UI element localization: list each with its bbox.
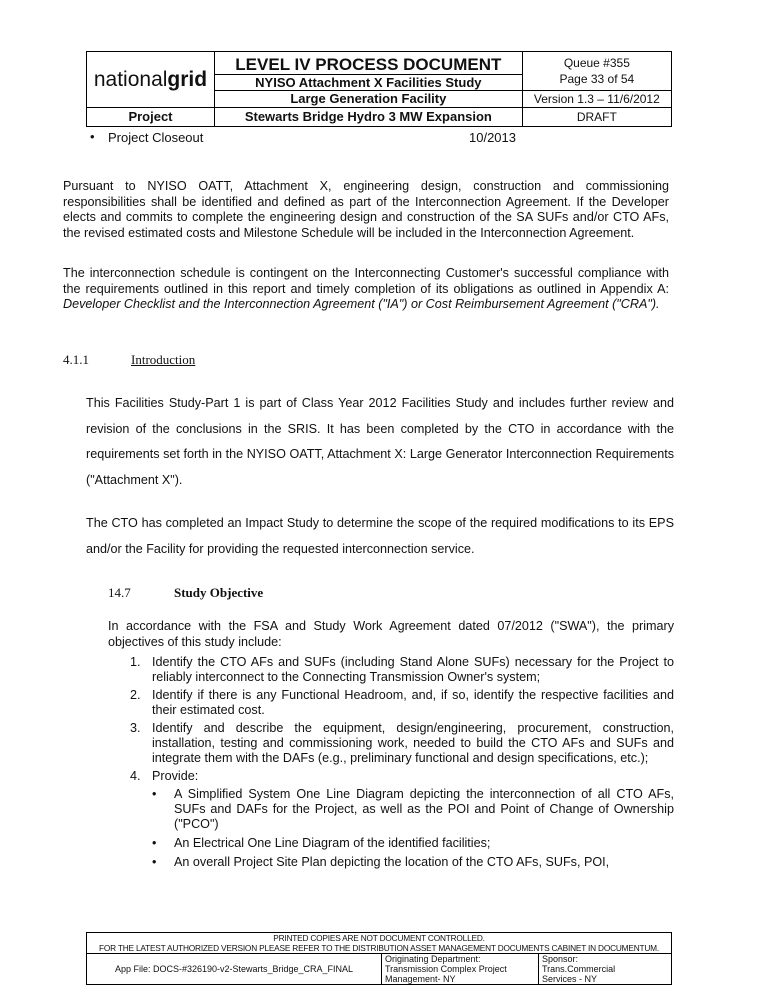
version: Version 1.3 – 11/6/2012: [533, 92, 660, 106]
sub-list-item: • An Electrical One Line Diagram of the identified facilities;: [152, 836, 491, 850]
sub-list-item: • An overall Project Site Plan depicting the location of the CTO AFs, SUFs, POI,: [152, 855, 610, 869]
sponsor-value-2: Services - NY: [542, 974, 598, 984]
doc-title: LEVEL IV PROCESS DOCUMENT: [235, 54, 502, 74]
footer-notice-cell: [87, 933, 672, 954]
document-footer: [86, 932, 672, 985]
version-cell: [522, 91, 671, 108]
latest-version-notice: FOR THE LATEST AUTHORIZED VERSION PLEASE REFER TO THE DISTRIBUTION ASSET MANAGEMENT DOCUMENTS CABINET IN DOCUMENTUM.: [99, 943, 659, 953]
section-title-introduction: Introduction: [131, 352, 196, 367]
section-number-4-1-1: 4.1.1: [63, 352, 89, 367]
app-file: App File: DOCS-#326190-v2-Stewarts_Bridge_CRA_FINAL: [114, 964, 354, 974]
sponsor-label: Sponsor:: [542, 954, 579, 964]
originating-department-cell: [382, 954, 539, 985]
originating-department-value-2: Management- NY: [385, 974, 456, 984]
project-label: Project: [128, 109, 173, 124]
national-grid-logo: nationalgrid: [93, 67, 208, 91]
originating-department-label: Originating Department:: [385, 954, 481, 964]
app-file-cell: [87, 954, 382, 985]
facility-type: Large Generation Facility: [290, 91, 447, 106]
originating-department-value: Transmission Complex Project: [385, 964, 507, 974]
introduction-paragraph-1: This Facilities Study-Part 1 is part of Class Year 2012 Facilities Study and includes further review and revision of the conclusions in the SRIS. It has been completed by the CTO in accordance with the requirements set forth in the NYISO OATT, Attachment X: Large Generator Interconnection Requirements ("Attachment X").: [86, 396, 674, 487]
sponsor-value: Trans.Commercial: [542, 964, 616, 974]
status-cell: [522, 108, 671, 127]
study-objective-intro: In accordance with the FSA and Study Work Agreement dated 07/2012 ("SWA"), the primary objectives of this study include:: [108, 619, 674, 649]
facility-cell: [214, 91, 522, 108]
section-title-study-objective: Study Objective: [174, 585, 264, 600]
closeout-label: Project Closeout: [108, 130, 204, 145]
project-name: Stewarts Bridge Hydro 3 MW Expansion: [244, 109, 492, 124]
list-item: 1. Identify the CTO AFs and SUFs (including Stand Alone SUFs) necessary for the Project to reliably interconnect to the Connecting Transmission Owner's system;: [130, 655, 674, 684]
list-item: 3. Identify and describe the equipment, design/engineering, procurement, construction, installation, testing and commissioning work, needed to build the CTO AFs and SUFs and integrate them with the DAFs (e.g., preliminary functional and design specifications, etc.);: [130, 721, 674, 765]
status-badge: DRAFT: [576, 110, 617, 124]
doc-subtitle-cell: [214, 75, 522, 91]
project-name-cell: [214, 108, 522, 127]
list-item: 2. Identify if there is any Functional Headroom, and, if so, identify the respective facilities and their estimated cost.: [130, 688, 674, 717]
doc-subtitle: NYISO Attachment X Facilities Study: [255, 75, 482, 90]
page-number: Page 33 of 54: [559, 72, 635, 86]
logo-cell: [87, 52, 215, 108]
list-item: 4. Provide:: [130, 769, 199, 783]
section-number-14-7: 14.7: [108, 585, 131, 600]
paragraph-attachment-x: Pursuant to NYISO OATT, Attachment X, engineering design, construction and commissioning responsibilities shall be identified and defined as part of the Interconnection Agreement. If the Developer elects and commits to complete the engineering design and construction of the SA SUFs and/or CTO AFs, the revised estimated costs and Milestone Schedule will be included in the Interconnection Agreement.: [63, 179, 669, 240]
paragraph-schedule: The interconnection schedule is contingent on the Interconnecting Customer's successful compliance with the requirements outlined in this report and timely completion of its obligations as outlined in Appendix A: Developer Checklist and the Interconnection Agreement ("IA") or Cost Reimbursement Agreement ("CRA").: [63, 266, 669, 311]
project-label-cell: [87, 108, 215, 127]
closeout-bullet: •: [90, 129, 95, 144]
objectives-list: [108, 655, 674, 870]
introduction-paragraph-2: The CTO has completed an Impact Study to determine the scope of the required modifications to its EPS and/or the Facility for providing the requested interconnection service.: [86, 516, 674, 556]
queue-cell: [522, 52, 671, 91]
sub-list-item: • A Simplified System One Line Diagram depicting the interconnection of all CTO AFs, SUFs and DAFs for the Project, as well as the POI and Point of Change of Ownership ("PCO"): [152, 787, 674, 831]
doc-title-cell: [214, 52, 522, 75]
document-header: [86, 51, 672, 127]
sponsor-cell: [539, 954, 672, 985]
closeout-date: 10/2013: [469, 130, 516, 145]
printed-copies-notice: PRINTED COPIES ARE NOT DOCUMENT CONTROLLED.: [273, 933, 485, 943]
queue-number: Queue #355: [563, 56, 630, 70]
